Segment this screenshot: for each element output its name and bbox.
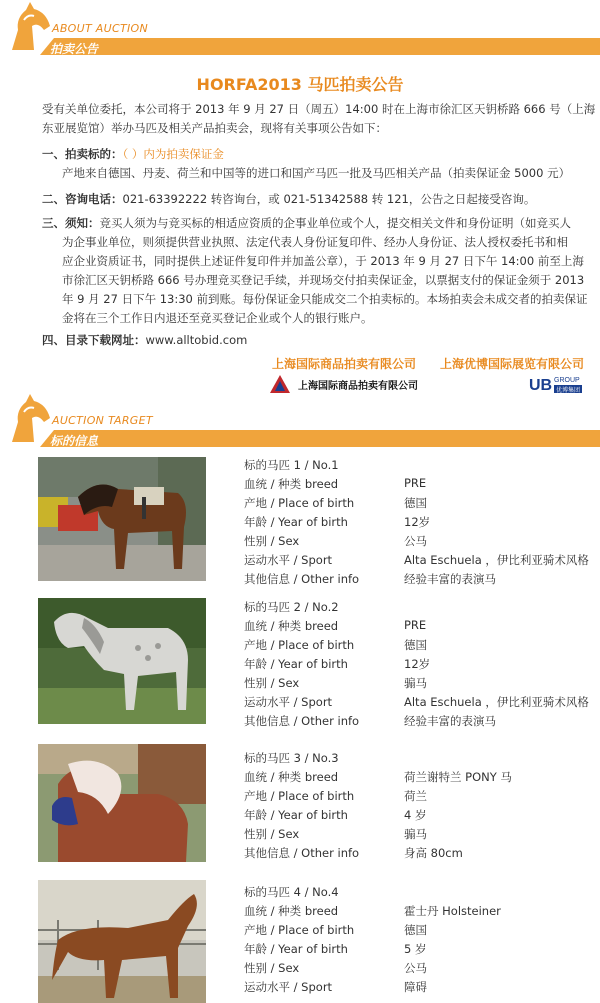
horse-4-value-breed: 霍士丹 Holsteiner <box>404 904 501 918</box>
horse-1-value-age: 12岁 <box>404 515 431 529</box>
item1-heading <box>42 145 224 164</box>
section-title-en: ABOUT AUCTION <box>52 22 149 35</box>
horse-4-title: 标的马匹 4 / No.4 <box>244 885 339 899</box>
horse-2-value-age: 12岁 <box>404 657 431 671</box>
svg-text:UB: UB <box>529 377 553 394</box>
section-header-target <box>0 392 600 448</box>
horse-2-value-sex: 骟马 <box>404 676 427 690</box>
section-title-cn: 拍卖公告 <box>50 42 99 56</box>
horse-1-title: 标的马匹 1 / No.1 <box>244 458 339 472</box>
horse-3-label-breed: 血统 / 种类 breed <box>244 770 339 784</box>
intro-line-2: 东亚展览馆）举办马匹及相关产品拍卖会，现将有关事项公告如下： <box>42 121 387 135</box>
item4 <box>42 331 247 350</box>
horse-4-label-age: 年龄 / Year of birth <box>244 942 348 956</box>
section-bar <box>40 38 600 55</box>
horse-2-value-breed: PRE <box>404 618 427 632</box>
horse-2-value-place: 德国 <box>404 638 427 652</box>
item3-line-3: 应企业资质证书，同时提供上述证件复印件并加盖公章），于 2013 年 9 月 27 日下午 14:00 前至上海 <box>62 254 584 268</box>
horse-3-value-place: 荷兰 <box>404 789 427 803</box>
horse-1-value-breed: PRE <box>404 476 427 490</box>
section-title-cn: 标的信息 <box>50 434 99 448</box>
svg-text:优博集团: 优博集团 <box>556 387 581 394</box>
horse-1-label-other: 其他信息 / Other info <box>244 572 360 586</box>
horse-3-value-sex: 骟马 <box>404 827 427 841</box>
horse-3-label-other: 其他信息 / Other info <box>244 846 360 860</box>
horse-2-label-place: 产地 / Place of birth <box>244 638 355 652</box>
item1-head: 一、拍卖标的： <box>42 147 123 161</box>
horse-1-label-sport: 运动水平 / Sport <box>244 553 333 567</box>
horse-1-value-sex: 公马 <box>404 534 427 548</box>
horse-photo-3 <box>38 744 206 862</box>
org-name-2: 上海优博国际展览有限公司 <box>440 357 585 371</box>
item3-line-2: 为企事业单位，则须提供营业执照、法定代表人身份证复印件、经办人身份证、法人授权委托书和相 <box>62 235 568 249</box>
horse-2-label-other: 其他信息 / Other info <box>244 714 360 728</box>
horse-1-label-place: 产地 / Place of birth <box>244 496 355 510</box>
horse-2-label-sport: 运动水平 / Sport <box>244 695 333 709</box>
item3-line-5: 年 9 月 27 日下午 13:30 前到账。每份保证金只能成交二个拍卖标的。本场拍卖会未成交者的拍卖保证 <box>62 292 588 306</box>
horse-2-value-sport: Alta Eschuela ，伊比利亚骑术风格 <box>404 695 589 709</box>
horse-4-value-sex: 公马 <box>404 961 427 975</box>
horse-3-value-breed: 荷兰谢特兰 PONY 马 <box>404 770 512 784</box>
horse-1-value-other: 经验丰富的表演马 <box>404 572 496 586</box>
logo1-text: 上海国际商品拍卖有限公司 <box>298 381 418 392</box>
item4-head: 四、目录下载网址： <box>42 333 146 347</box>
horse-1-label-sex: 性别 / Sex <box>244 534 300 548</box>
item2-text: 021-63392222 转咨询台，或 021-51342588 转 121，公告之日起接受咨询。 <box>122 192 536 206</box>
horse-4-label-sport: 运动水平 / Sport <box>244 980 333 994</box>
item3-head: 三、须知： <box>42 216 100 230</box>
horse-1-label-breed: 血统 / 种类 breed <box>244 477 339 491</box>
horse-2-label-breed: 血统 / 种类 breed <box>244 619 339 633</box>
horse-4-label-place: 产地 / Place of birth <box>244 923 355 937</box>
horse-1-value-sport: Alta Eschuela ，伊比利亚骑术风格 <box>404 553 589 567</box>
item2-head: 二、咨询电话： <box>42 192 123 206</box>
horse-2-label-sex: 性别 / Sex <box>244 676 300 690</box>
horse-4-label-sex: 性别 / Sex <box>244 961 300 975</box>
section-title-en: AUCTION TARGET <box>52 414 153 427</box>
horse-photo-2 <box>38 598 206 724</box>
item1-note: （ ）内为拍卖保证金 <box>122 147 224 161</box>
horse-3-value-age: 4 岁 <box>404 808 427 822</box>
horse-4-value-sport: 障碍 <box>404 980 427 994</box>
triangle-logo-icon <box>270 375 290 393</box>
horse-3-label-age: 年龄 / Year of birth <box>244 808 348 822</box>
item3-line-1 <box>42 214 571 233</box>
horse-photo-1 <box>38 457 206 581</box>
item3-text-1: 竞买人须为与竞买标的相适应资质的企事业单位或个人，提交相关文件和身份证明（如竞买人 <box>99 216 571 230</box>
horse-2-label-age: 年龄 / Year of birth <box>244 657 348 671</box>
horse-2-value-other: 经验丰富的表演马 <box>404 714 496 728</box>
page-title: HORFA2013 马匹拍卖公告 <box>196 75 404 94</box>
horse-3-label-sex: 性别 / Sex <box>244 827 300 841</box>
horse-1-label-age: 年龄 / Year of birth <box>244 515 348 529</box>
horse-1-value-place: 德国 <box>404 496 427 510</box>
section-bar <box>40 430 600 447</box>
svg-text:GROUP: GROUP <box>554 377 580 384</box>
section-header-about <box>0 0 600 56</box>
horse-3-title: 标的马匹 3 / No.3 <box>244 751 339 765</box>
item3-line-6: 金将在三个工作日内退还至竞买登记企业或个人的银行账户。 <box>62 311 373 325</box>
horse-3-value-other: 身高 80cm <box>404 846 463 860</box>
horse-4-value-age: 5 岁 <box>404 942 427 956</box>
item2 <box>42 190 535 209</box>
org-name-1: 上海国际商品拍卖有限公司 <box>272 357 417 371</box>
item1-line: 产地来自德国、丹麦、荷兰和中国等的进口和国产马匹一批及马匹相关产品（拍卖保证金 5000 元） <box>62 166 571 180</box>
catalog-link[interactable]: www.alltobid.com <box>145 333 248 347</box>
horse-2-title: 标的马匹 2 / No.2 <box>244 600 339 614</box>
item3-line-4: 市徐汇区天钥桥路 666 号办理竞买登记手续，并现场交付拍卖保证金，以票据支付的保证金须于 2013 <box>62 273 585 287</box>
horse-4-value-place: 德国 <box>404 923 427 937</box>
horse-3-label-place: 产地 / Place of birth <box>244 789 355 803</box>
intro-line-1: 受有关单位委托，本公司将于 2013 年 9 月 27 日（周五）14:00 时在上海市徐汇区天钥桥路 666 号（上海 <box>42 102 596 116</box>
horse-photo-4 <box>38 880 206 1003</box>
horse-4-label-breed: 血统 / 种类 breed <box>244 904 339 918</box>
